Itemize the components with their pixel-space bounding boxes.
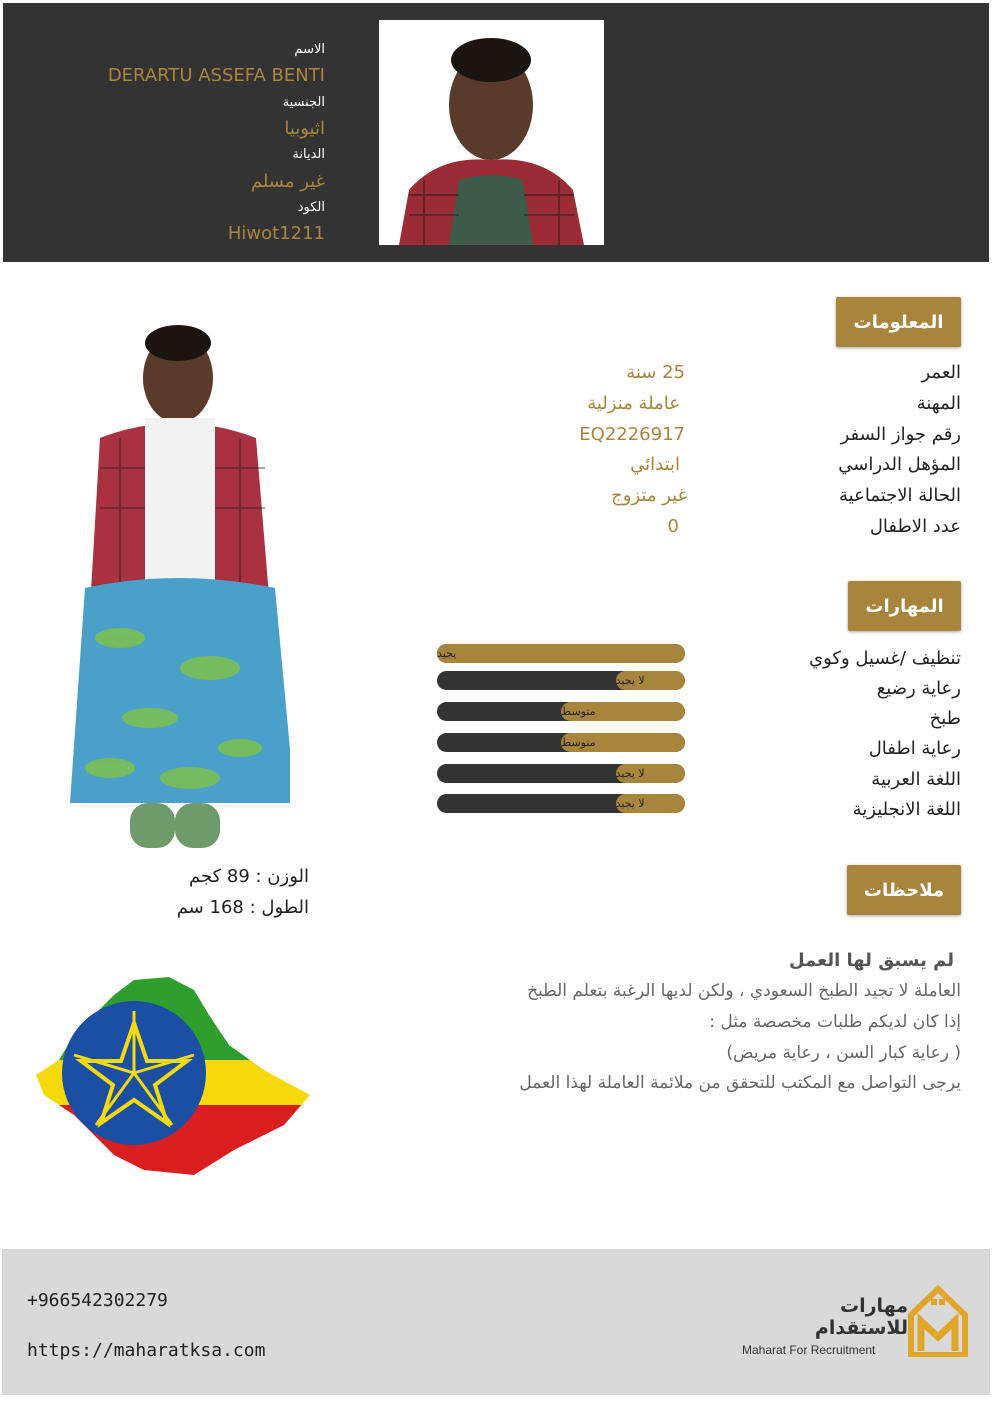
notes-line-1: العاملة لا تجيد الطبخ السعودي ، ولكن لديها الرغبة بتعلم الطبخ xyxy=(527,981,961,1001)
marital-label: الحالة الاجتماعية xyxy=(839,485,961,506)
skills-section-title: المهارات xyxy=(848,581,961,631)
skill-bar-fill: متوسط xyxy=(561,702,685,721)
skill-bar-fill: متوسط xyxy=(561,733,685,752)
skill-label-infant-care: رعاية رضيع xyxy=(876,678,961,699)
religion-value: غير مسلم xyxy=(250,171,325,192)
logo-english: Maharat For Recruitment xyxy=(742,1343,876,1357)
skill-bar-fill: لا يجيد xyxy=(616,671,685,690)
logo-arabic: مهارات للاستقدام xyxy=(814,1295,908,1339)
ethiopia-map-flag xyxy=(34,975,312,1175)
name-value: DERARTU ASSEFA BENTI xyxy=(107,65,325,86)
marital-value: غير متزوج xyxy=(611,485,687,506)
code-label: الكود xyxy=(297,200,325,215)
info-section-title: المعلومات xyxy=(836,297,961,347)
profession-label: المهنة xyxy=(916,393,961,414)
notes-line-4: يرجى التواصل مع المكتب للتحقق من ملائمة العاملة لهذا العمل xyxy=(519,1073,961,1093)
height-text: الطول : 168 سم xyxy=(176,897,309,918)
profession-value: عاملة منزلية xyxy=(587,393,680,414)
age-label: العمر xyxy=(921,362,961,383)
skill-bar-fill: لا يجيد xyxy=(616,794,685,813)
skill-bar-fill: لا يجيد xyxy=(616,764,685,783)
skill-bar-cleaning xyxy=(437,644,685,663)
skill-label-english: اللغة الانجليزية xyxy=(852,799,961,820)
skill-label-childcare: رعاية اطفال xyxy=(868,738,961,759)
skill-bar-fill: يجيد xyxy=(437,644,685,663)
weight-text: الوزن : 89 كجم xyxy=(189,866,309,887)
children-value: 0 xyxy=(667,516,679,537)
education-label: المؤهل الدراسي xyxy=(838,454,961,475)
age-value: 25 سنة xyxy=(626,362,685,383)
skill-label-cooking: طبخ xyxy=(929,708,961,729)
skill-bar-infant-care xyxy=(437,671,685,690)
full-body-photo xyxy=(60,318,290,858)
skill-label-cleaning: تنظيف /غسيل وكوي xyxy=(809,648,961,669)
code-value: Hiwot1211 xyxy=(227,223,325,244)
name-label: الاسم xyxy=(294,42,325,57)
nationality-label: الجنسية xyxy=(282,95,325,110)
phone-number: +966542302279 xyxy=(27,1290,168,1311)
website-link[interactable]: https://maharatksa.com xyxy=(27,1340,266,1361)
religion-label: الديانة xyxy=(292,147,325,162)
portrait-photo xyxy=(379,20,604,245)
children-label: عدد الاطفال xyxy=(869,516,961,537)
notes-section-title: ملاحظات xyxy=(847,865,961,915)
logo-house-icon xyxy=(907,1285,969,1357)
skill-bar-cooking xyxy=(437,702,685,721)
skill-bar-childcare xyxy=(437,733,685,752)
notes-line-2: إذا كان لديكم طلبات مخصصة مثل : xyxy=(709,1012,961,1032)
notes-line-3: ( رعاية كبار السن ، رعاية مريض) xyxy=(726,1043,961,1063)
education-value: ابتدائي xyxy=(630,454,680,475)
footer xyxy=(2,1249,990,1395)
nationality-value: اثيوبيا xyxy=(284,118,325,139)
notes-title: لم يسبق لها العمل xyxy=(789,950,954,971)
skill-bar-arabic xyxy=(437,764,685,783)
company-logo-text xyxy=(742,1295,908,1355)
skill-label-arabic: اللغة العربية xyxy=(871,769,961,790)
passport-label: رقم جواز السفر xyxy=(840,424,961,445)
skill-bar-english xyxy=(437,794,685,813)
passport-value: EQ2226917 xyxy=(579,424,685,445)
